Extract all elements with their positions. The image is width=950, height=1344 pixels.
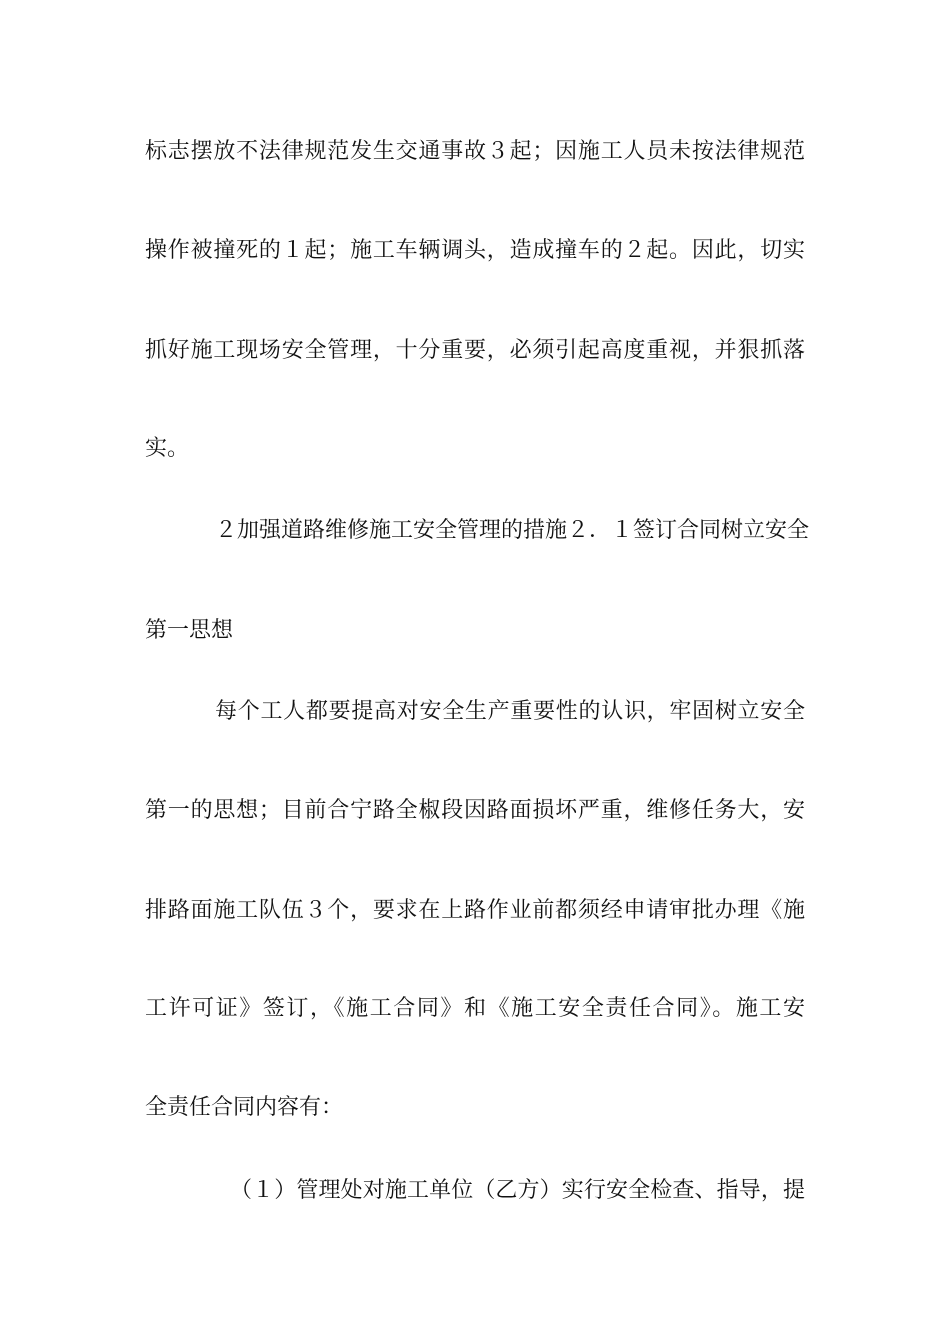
- body-text-line: 排路面施工队伍３个，要求在上路作业前都须经申请审批办理《施: [145, 898, 805, 923]
- body-text-line: 标志摆放不法律规范发生交通事故３起；因施工人员未按法律规范: [145, 139, 805, 164]
- section-heading-line: ２加强道路维修施工安全管理的措施２．１签订合同树立安全: [215, 518, 810, 543]
- body-text-line: 第一的思想；目前合宁路全椒段因路面损坏严重，维修任务大，安: [145, 798, 805, 823]
- body-text-line: 每个工人都要提高对安全生产重要性的认识，牢固树立安全: [215, 699, 805, 724]
- body-text-line: 操作被撞死的１起；施工车辆调头，造成撞车的２起。因此，切实: [145, 238, 805, 263]
- body-text-line: 抓好施工现场安全管理，十分重要，必须引起高度重视，并狠抓落: [145, 338, 805, 363]
- body-text-line: 工许可证》签订，《施工合同》和《施工安全责任合同》。施工安: [145, 996, 805, 1021]
- body-text-line: 全责任合同内容有：: [145, 1095, 344, 1120]
- list-item-line: （１）管理处对施工单位（乙方）实行安全检查、指导，提: [230, 1178, 805, 1203]
- section-heading-line: 第一思想: [145, 618, 234, 643]
- body-text-line: 实。: [145, 436, 190, 461]
